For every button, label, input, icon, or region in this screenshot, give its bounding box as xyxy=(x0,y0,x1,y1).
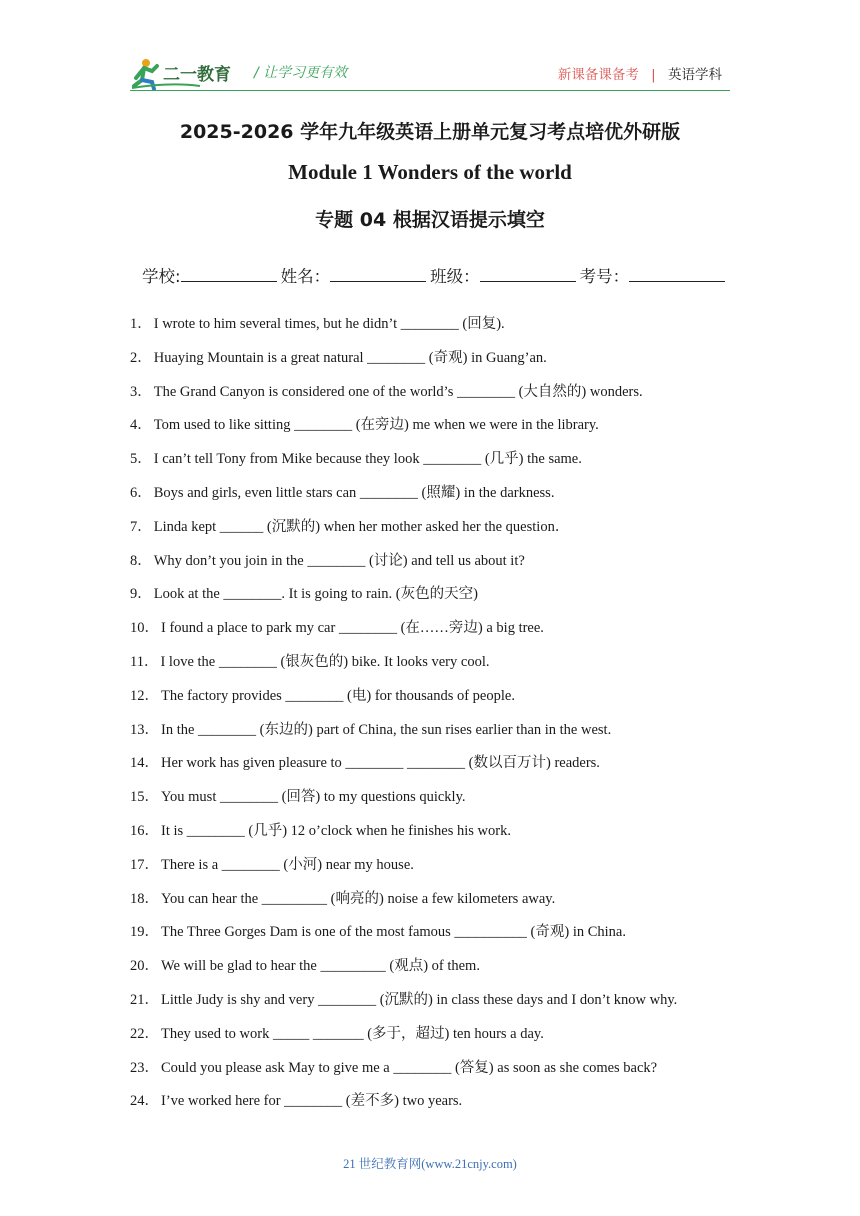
question-item: 24． I’ve worked here for ________ (差不多) two years. xyxy=(130,1093,463,1110)
question-item: 1． I wrote to him several times, but he didn’t ________ (回复). xyxy=(130,316,505,332)
name-label: 姓名： xyxy=(280,267,331,286)
header-right xyxy=(558,63,722,83)
question-item: 7． Linda kept ______ (沉默的) when her mother asked her the question． xyxy=(130,518,570,535)
question-item: 13． In the ________ (东边的) part of China, the sun rises earlier than in the west. xyxy=(130,721,612,738)
question-item: 6． Boys and girls, even little stars can ________ (照耀) in the darkness. xyxy=(130,484,555,501)
question-item: 8． Why don’t you join in the ________ (讨论) and tell us about it? xyxy=(130,552,525,569)
question-item: 18． You can hear the _________ (响亮的) noise a few kilometers away. xyxy=(130,890,556,907)
slogan: / 让学习更有效 xyxy=(254,65,348,81)
question-item: 19． The Three Gorges Dam is one of the most famous __________ (奇观) in China. xyxy=(130,924,626,941)
question-item: 16． It is ________ (几乎) 12 o’clock when he finishes his work. xyxy=(130,822,511,839)
document-title: 2025-2026 学年九年级英语上册单元复习考点培优外研版 xyxy=(179,121,681,143)
header-tagline: 新课备课备考 xyxy=(557,67,639,83)
exam-number-label: 考号： xyxy=(579,267,630,286)
exam-number-field[interactable] xyxy=(629,263,725,282)
question-item: 22． They used to work _____ _______ (多于，超过) ten hours a day. xyxy=(130,1025,544,1042)
logo-text: 二一教育 xyxy=(163,65,231,85)
question-item: 9． Look at the ________. It is going to rain. (灰色的天空) xyxy=(130,586,478,603)
student-info-row xyxy=(142,263,729,287)
module-title: Module 1 Wonders of the world xyxy=(288,160,572,184)
question-item: 17． There is a ________ (小河) near my house. xyxy=(130,856,414,873)
question-item: 12． The factory provides ________ (电) for thousands of people. xyxy=(130,687,515,704)
question-list xyxy=(130,314,730,1125)
question-item: 4． Tom used to like sitting ________ (在旁边) me when we were in the library. xyxy=(130,417,599,434)
name-field[interactable] xyxy=(330,263,426,282)
class-field[interactable] xyxy=(480,263,576,282)
question-item: 23． Could you please ask May to give me a ________ (答复) as soon as she comes back? xyxy=(130,1059,658,1076)
brand-logo xyxy=(130,56,248,92)
footer-link[interactable]: 21 世纪教育网(www.21cnjy.com) xyxy=(343,1157,517,1171)
question-item: 10． I found a place to park my car ________ (在……旁边) a big tree. xyxy=(130,620,544,637)
school-field[interactable] xyxy=(181,263,277,282)
question-item: 14． Her work has given pleasure to ________ ________ (数以百万计) readers. xyxy=(130,755,600,772)
class-label: 班级： xyxy=(430,267,480,286)
header-divider xyxy=(130,90,730,91)
question-item: 5． I can’t tell Tony from Mike because they look ________ (几乎) the same. xyxy=(130,451,582,468)
question-item: 11． I love the ________ (银灰色的) bike. It looks very cool. xyxy=(130,653,490,670)
header-separator: | xyxy=(651,67,656,83)
question-item: 2． Huaying Mountain is a great natural ________ (奇观) in Guang’an. xyxy=(130,349,547,366)
question-item: 3． The Grand Canyon is considered one of the world’s ________ (大自然的) wonders. xyxy=(130,383,643,400)
header-subject: 英语学科 xyxy=(668,67,722,83)
question-item: 15． You must ________ (回答) to my questions quickly. xyxy=(130,789,466,806)
page-header xyxy=(0,0,860,96)
question-item: 20． We will be glad to hear the _________ (观点) of them. xyxy=(130,958,480,975)
topic-title: 专题 04 根据汉语提示填空 xyxy=(315,209,545,231)
question-item: 21． Little Judy is shy and very ________ (沉默的) in class these days and I don’t know why. xyxy=(130,991,678,1008)
school-label: 学校: xyxy=(142,267,181,286)
